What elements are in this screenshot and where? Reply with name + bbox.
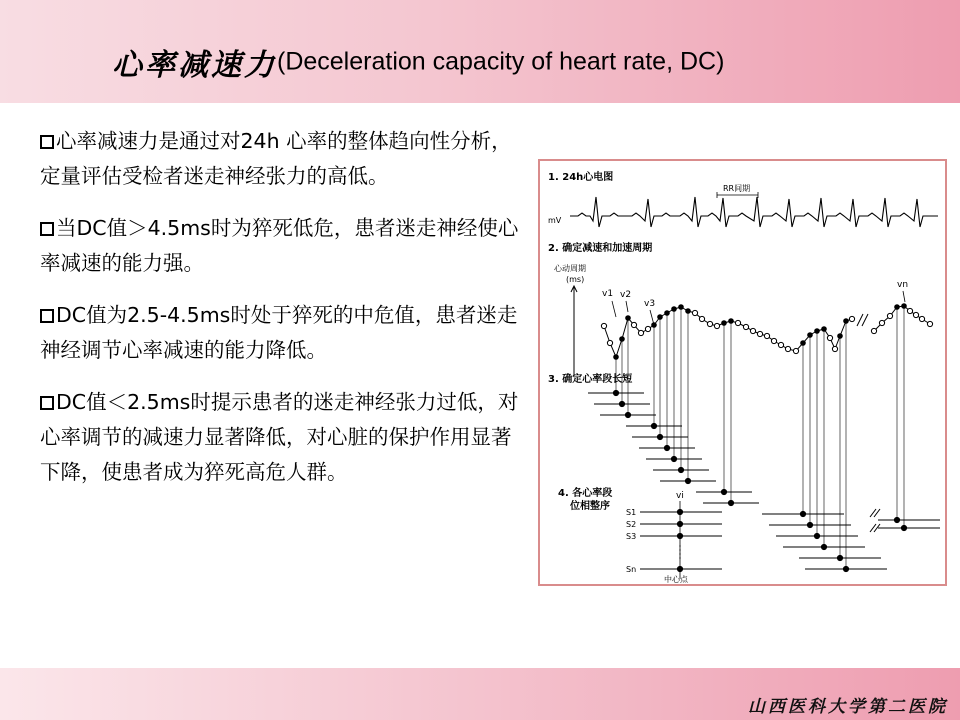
dc-diagram: [538, 159, 947, 586]
step4-label-line2: 位相整序: [570, 501, 610, 512]
slide-title: [112, 40, 724, 84]
checkbox-bullet-icon: [40, 396, 54, 410]
footer-institution: 山西医科大学第二医院: [748, 697, 948, 717]
bullet-text: DC值＜2.5ms时提示患者的迷走神经张力过低，对心率调节的减速力显著降低，对心脏的保护作用显著下降，使患者成为猝死高危人群。: [40, 390, 519, 484]
v1-label: v1: [602, 289, 614, 299]
step1-label: 1. 24h心电图: [548, 172, 614, 183]
s3-label: S3: [626, 532, 637, 541]
center-point-label: 中心点: [664, 575, 688, 584]
title-chinese: 心率减速力: [112, 48, 277, 83]
cycle-label: 心动周期: [554, 264, 586, 273]
vn-label: vn: [897, 280, 909, 290]
bullet-text: DC值为2.5-4.5ms时处于猝死的中危值，患者迷走神经调节心率减速的能力降低。: [40, 303, 518, 362]
checkbox-bullet-icon: [40, 222, 54, 236]
step4-label-line1: 4. 各心率段: [558, 488, 613, 499]
rr-data-points: [601, 303, 932, 360]
v2-label: v2: [620, 290, 632, 300]
bullet-item-1: [40, 124, 530, 194]
mv-label: mV: [548, 216, 562, 225]
checkbox-bullet-icon: [40, 309, 54, 323]
sn-label: Sn: [626, 565, 637, 574]
step2-label: 2. 确定减速和加速周期: [548, 243, 653, 254]
bullet-item-3: [40, 298, 530, 368]
checkbox-bullet-icon: [40, 135, 54, 149]
bullet-item-2: [40, 211, 530, 281]
bullet-list: [40, 124, 530, 507]
bullet-item-4: [40, 385, 530, 490]
rr-interval-label: RR间期: [723, 184, 751, 193]
title-english: (Deceleration capacity of heart rate, DC): [277, 47, 725, 76]
dc-diagram-svg: [540, 161, 945, 584]
ms-label: (ms): [566, 275, 585, 284]
heart-rate-segments: [588, 390, 887, 571]
bullet-text: 心率减速力是通过对24h 心率的整体趋向性分析，定量评估受检者迷走神经张力的高低。: [40, 129, 512, 188]
step3-label: 3. 确定心率段长短: [548, 374, 633, 385]
aligned-segments: [640, 509, 940, 572]
ecg-trace: [570, 197, 938, 227]
bullet-text: 当DC值＞4.5ms时为猝死低危，患者迷走神经使心率减速的能力强。: [40, 216, 519, 275]
s2-label: S2: [626, 520, 637, 529]
vi-label: vi: [676, 491, 684, 501]
s1-label: S1: [626, 508, 637, 517]
v3-label: v3: [644, 299, 656, 309]
